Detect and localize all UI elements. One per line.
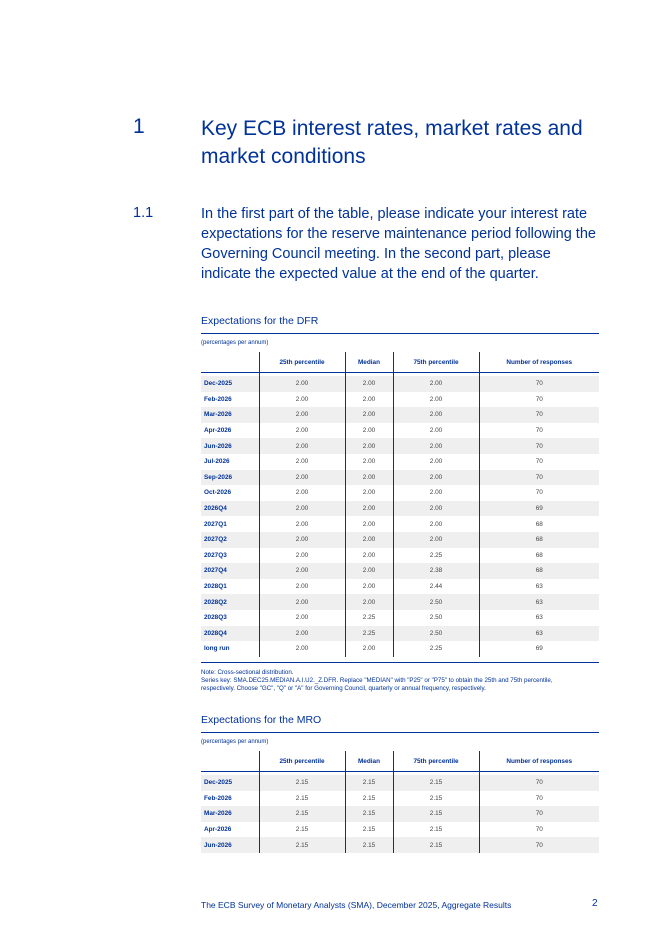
dfr-note bbox=[201, 669, 599, 693]
dfr-cell-responses: 70 bbox=[479, 438, 599, 454]
dfr-note-line: respectively. Choose "GC", "Q" or "A" for Governing Council, quarterly or annual frequency, respectively. bbox=[201, 685, 486, 692]
mro-cell-period: Apr-2026 bbox=[204, 826, 232, 834]
mro-cell-period: Mar-2026 bbox=[201, 806, 259, 822]
dfr-cell-median: 2.00 bbox=[345, 594, 393, 610]
mro-cell-p25: 2.15 bbox=[259, 775, 345, 791]
dfr-cell-p25: 2.00 bbox=[259, 392, 345, 408]
dfr-cell-median: 2.00 bbox=[345, 392, 393, 408]
question-text: In the first part of the table, please indicate your interest rate expectations for the reserve maintenance period following the Governing Council meeting. In the second part, please indicate the expected value at the end of the quarter. bbox=[201, 206, 596, 282]
dfr-cell-p75: 2.00 bbox=[393, 501, 479, 517]
mro-cell-period: Jun-2026 bbox=[201, 837, 259, 853]
dfr-cell-median: 2.00 bbox=[345, 485, 393, 501]
dfr-cell-p25: 2.00 bbox=[259, 485, 345, 501]
dfr-cell-median: 2.00 bbox=[345, 516, 393, 532]
dfr-cell-p75: 2.25 bbox=[393, 548, 479, 564]
mro-cell-responses: 70 bbox=[479, 791, 599, 807]
dfr-header-p25: 25th percentile bbox=[259, 352, 345, 373]
mro-top-rule bbox=[201, 732, 599, 733]
mro-cell-p25: 2.15 bbox=[259, 822, 345, 838]
dfr-cell-period: Jun-2026 bbox=[201, 438, 259, 454]
dfr-note-line: Note: Cross-sectional distribution. bbox=[201, 669, 294, 676]
table-row bbox=[201, 822, 599, 838]
dfr-cell-responses: 68 bbox=[479, 532, 599, 548]
table-row bbox=[201, 641, 599, 657]
dfr-cell-period: 2028Q3 bbox=[204, 614, 227, 622]
mro-cell-median: 2.15 bbox=[345, 775, 393, 791]
dfr-cell-p75: 2.00 bbox=[393, 470, 479, 486]
dfr-cell-responses: 70 bbox=[479, 423, 599, 439]
mro-cell-median: 2.15 bbox=[345, 791, 393, 807]
table-row bbox=[201, 407, 599, 423]
dfr-cell-responses: 63 bbox=[479, 594, 599, 610]
mro-cell-p75: 2.15 bbox=[393, 822, 479, 838]
mro-cell-p75: 2.15 bbox=[393, 791, 479, 807]
dfr-cell-period: 2028Q2 bbox=[201, 594, 259, 610]
table-row bbox=[201, 532, 599, 548]
table-row bbox=[201, 516, 599, 532]
dfr-cell-period: 2027Q1 bbox=[204, 520, 227, 528]
dfr-cell-period: long run bbox=[204, 645, 230, 653]
dfr-cell-p75: 2.00 bbox=[393, 392, 479, 408]
mro-header-blank bbox=[201, 751, 259, 772]
mro-cell-period: Feb-2026 bbox=[204, 794, 232, 802]
dfr-cell-p75: 2.00 bbox=[393, 438, 479, 454]
dfr-cell-responses: 70 bbox=[479, 470, 599, 486]
table-row bbox=[201, 806, 599, 822]
dfr-cell-period: 2028Q1 bbox=[204, 583, 227, 591]
dfr-cell-responses: 63 bbox=[479, 626, 599, 642]
table-row bbox=[201, 548, 599, 564]
dfr-cell-p75: 2.25 bbox=[393, 641, 479, 657]
dfr-table-title: Expectations for the DFR bbox=[201, 315, 319, 327]
dfr-header-row bbox=[201, 352, 599, 373]
dfr-note-line: Series key: SMA.DEC25.MEDIAN.A.I.U2._Z.DFR. Replace "MEDIAN" with "P25" or "P75" to obtain the 25th and 75th percentile, bbox=[201, 677, 553, 684]
table-row bbox=[201, 454, 599, 470]
mro-cell-median: 2.15 bbox=[345, 822, 393, 838]
mro-cell-responses: 70 bbox=[479, 822, 599, 838]
table-row bbox=[201, 438, 599, 454]
dfr-cell-p25: 2.00 bbox=[259, 438, 345, 454]
table-row bbox=[201, 485, 599, 501]
dfr-cell-responses: 70 bbox=[479, 392, 599, 408]
dfr-cell-period: Dec-2025 bbox=[201, 376, 259, 392]
table-row bbox=[201, 392, 599, 408]
dfr-cell-p25: 2.00 bbox=[259, 532, 345, 548]
dfr-cell-median: 2.00 bbox=[345, 376, 393, 392]
mro-cell-responses: 70 bbox=[479, 775, 599, 791]
dfr-cell-p75: 2.00 bbox=[393, 407, 479, 423]
table-row bbox=[201, 791, 599, 807]
mro-cell-p75: 2.15 bbox=[393, 775, 479, 791]
dfr-cell-p25: 2.00 bbox=[259, 610, 345, 626]
dfr-cell-p75: 2.00 bbox=[393, 516, 479, 532]
dfr-cell-p25: 2.00 bbox=[259, 376, 345, 392]
table-row bbox=[201, 594, 599, 610]
dfr-cell-period: 2027Q2 bbox=[201, 532, 259, 548]
dfr-cell-median: 2.00 bbox=[345, 470, 393, 486]
dfr-cell-p25: 2.00 bbox=[259, 501, 345, 517]
dfr-cell-period: Mar-2026 bbox=[201, 407, 259, 423]
table-row bbox=[201, 775, 599, 791]
mro-table-title: Expectations for the MRO bbox=[201, 714, 322, 726]
dfr-cell-median: 2.00 bbox=[345, 407, 393, 423]
table-row bbox=[201, 610, 599, 626]
page-number: 2 bbox=[592, 898, 598, 909]
dfr-cell-p75: 2.38 bbox=[393, 563, 479, 579]
dfr-cell-responses: 70 bbox=[479, 454, 599, 470]
dfr-cell-median: 2.00 bbox=[345, 548, 393, 564]
table-row bbox=[201, 563, 599, 579]
mro-cell-period: Dec-2025 bbox=[201, 775, 259, 791]
dfr-cell-period: Apr-2026 bbox=[204, 427, 232, 435]
dfr-cell-median: 2.00 bbox=[345, 501, 393, 517]
dfr-cell-period: Oct-2026 bbox=[204, 489, 231, 497]
mro-cell-responses: 70 bbox=[479, 837, 599, 853]
question-number: 1.1 bbox=[133, 205, 154, 221]
dfr-cell-p75: 2.00 bbox=[393, 376, 479, 392]
mro-cell-responses: 70 bbox=[479, 806, 599, 822]
table-row bbox=[201, 423, 599, 439]
dfr-cell-p75: 2.50 bbox=[393, 610, 479, 626]
dfr-cell-median: 2.00 bbox=[345, 454, 393, 470]
dfr-bottom-rule bbox=[201, 662, 599, 663]
dfr-unit-label: (percentages per annum) bbox=[201, 340, 269, 346]
table-row bbox=[201, 501, 599, 517]
dfr-cell-median: 2.25 bbox=[345, 610, 393, 626]
mro-cell-median: 2.15 bbox=[345, 806, 393, 822]
dfr-cell-p75: 2.00 bbox=[393, 532, 479, 548]
table-row bbox=[201, 837, 599, 853]
table-row bbox=[201, 470, 599, 486]
dfr-top-rule bbox=[201, 333, 599, 334]
mro-cell-p25: 2.15 bbox=[259, 791, 345, 807]
dfr-cell-p25: 2.00 bbox=[259, 516, 345, 532]
table-row bbox=[201, 626, 599, 642]
dfr-cell-period: 2027Q3 bbox=[204, 551, 227, 559]
dfr-cell-p75: 2.00 bbox=[393, 485, 479, 501]
dfr-cell-p75: 2.00 bbox=[393, 423, 479, 439]
table-row bbox=[201, 579, 599, 595]
section-title: Key ECB interest rates, market rates and market conditions bbox=[201, 117, 583, 168]
dfr-table bbox=[201, 352, 599, 657]
dfr-cell-p75: 2.50 bbox=[393, 594, 479, 610]
dfr-cell-p75: 2.00 bbox=[393, 454, 479, 470]
dfr-cell-median: 2.00 bbox=[345, 579, 393, 595]
dfr-cell-p75: 2.50 bbox=[393, 626, 479, 642]
dfr-cell-median: 2.25 bbox=[345, 626, 393, 642]
dfr-cell-p25: 2.00 bbox=[259, 470, 345, 486]
mro-table bbox=[201, 751, 599, 853]
mro-header-p25: 25th percentile bbox=[259, 751, 345, 772]
dfr-cell-responses: 68 bbox=[479, 516, 599, 532]
mro-unit-label: (percentages per annum) bbox=[201, 739, 269, 745]
dfr-cell-responses: 63 bbox=[479, 610, 599, 626]
dfr-cell-responses: 70 bbox=[479, 407, 599, 423]
dfr-cell-median: 2.00 bbox=[345, 532, 393, 548]
dfr-header-p75: 75th percentile bbox=[393, 352, 479, 373]
dfr-cell-responses: 63 bbox=[479, 579, 599, 595]
footer-text: The ECB Survey of Monetary Analysts (SMA), December 2025, Aggregate Results bbox=[201, 900, 512, 910]
dfr-cell-p25: 2.00 bbox=[259, 594, 345, 610]
dfr-cell-period: 2026Q4 bbox=[201, 501, 259, 517]
dfr-header-responses: Number of responses bbox=[479, 352, 599, 373]
mro-cell-p75: 2.15 bbox=[393, 806, 479, 822]
dfr-cell-median: 2.00 bbox=[345, 438, 393, 454]
dfr-cell-period: Sep-2026 bbox=[201, 470, 259, 486]
dfr-cell-p25: 2.00 bbox=[259, 641, 345, 657]
mro-header-median: Median bbox=[345, 751, 393, 772]
dfr-cell-responses: 70 bbox=[479, 485, 599, 501]
dfr-cell-median: 2.00 bbox=[345, 423, 393, 439]
dfr-cell-responses: 69 bbox=[479, 641, 599, 657]
dfr-cell-period: Feb-2026 bbox=[204, 395, 232, 403]
dfr-cell-p75: 2.44 bbox=[393, 579, 479, 595]
dfr-cell-period: 2027Q4 bbox=[201, 563, 259, 579]
dfr-cell-period: 2028Q4 bbox=[201, 626, 259, 642]
section-number: 1 bbox=[133, 115, 145, 138]
mro-header-row bbox=[201, 751, 599, 772]
mro-cell-median: 2.15 bbox=[345, 837, 393, 853]
dfr-cell-responses: 69 bbox=[479, 501, 599, 517]
dfr-cell-p25: 2.00 bbox=[259, 423, 345, 439]
dfr-cell-p25: 2.00 bbox=[259, 579, 345, 595]
mro-header-responses: Number of responses bbox=[479, 751, 599, 772]
dfr-cell-p25: 2.00 bbox=[259, 626, 345, 642]
dfr-header-median: Median bbox=[345, 352, 393, 373]
dfr-cell-p25: 2.00 bbox=[259, 563, 345, 579]
dfr-cell-responses: 68 bbox=[479, 548, 599, 564]
dfr-cell-p25: 2.00 bbox=[259, 407, 345, 423]
dfr-cell-p25: 2.00 bbox=[259, 454, 345, 470]
dfr-header-blank bbox=[201, 352, 259, 373]
mro-cell-p25: 2.15 bbox=[259, 837, 345, 853]
dfr-cell-responses: 70 bbox=[479, 376, 599, 392]
dfr-cell-median: 2.00 bbox=[345, 563, 393, 579]
mro-cell-p75: 2.15 bbox=[393, 837, 479, 853]
mro-header-p75: 75th percentile bbox=[393, 751, 479, 772]
dfr-cell-median: 2.00 bbox=[345, 641, 393, 657]
mro-cell-p25: 2.15 bbox=[259, 806, 345, 822]
table-row bbox=[201, 376, 599, 392]
dfr-cell-p25: 2.00 bbox=[259, 548, 345, 564]
dfr-cell-period: Jul-2026 bbox=[204, 458, 230, 466]
dfr-cell-responses: 68 bbox=[479, 563, 599, 579]
